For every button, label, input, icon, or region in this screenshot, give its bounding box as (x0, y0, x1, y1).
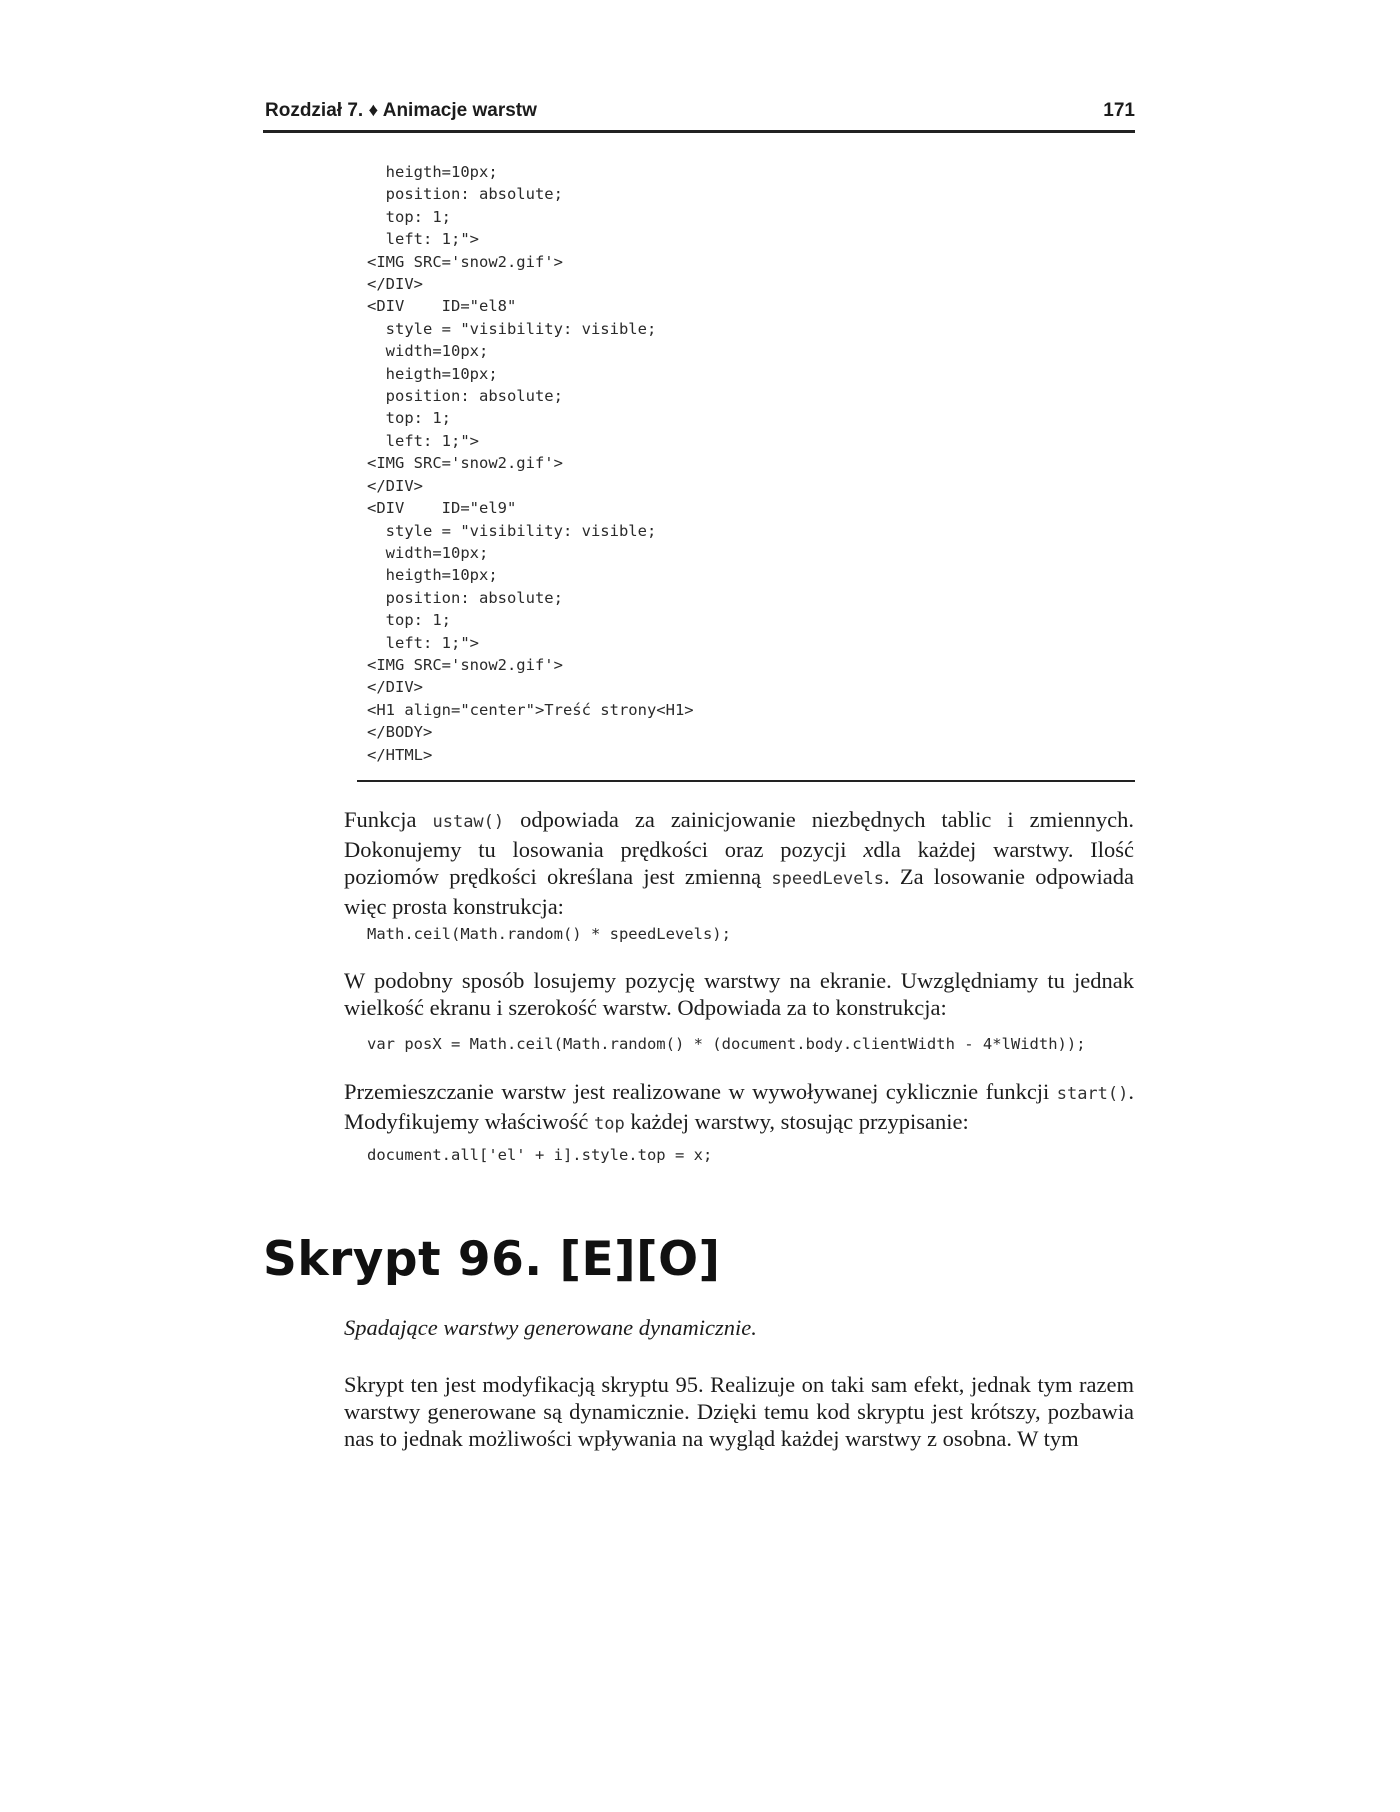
code-line: </DIV> (367, 275, 423, 294)
paragraph-position: W podobny sposób losujemy pozycję warstwy na ekranie. Uwzględniamy tu jednak wielkość ekranu i szerokość warstw. Odpowiada za to konstrukcja: (344, 968, 1134, 1020)
code-line: left: 1;"> (367, 230, 479, 249)
inline-code-start: start() (1056, 1084, 1129, 1104)
code-line: heigth=10px; (367, 364, 498, 383)
code-line: top: 1; (367, 611, 451, 630)
page-number: 171 (1103, 100, 1135, 121)
code-line: <H1 align="center">Treść strony<H1> (367, 700, 694, 719)
code-line: left: 1;"> (367, 431, 479, 450)
section-title: Skrypt 96. [E][O] (263, 1232, 721, 1287)
code-line: top: 1; (367, 207, 451, 226)
para3-text-2: . Modyfikujemy właściwość (344, 1079, 1134, 1134)
listing-divider (357, 780, 1135, 782)
para1-text-4: . Za losowanie odpowiada więc prosta konstrukcja: (344, 864, 1134, 919)
code-line: <DIV ID="el8" (367, 297, 517, 316)
para3-text-1: Przemieszczanie warstw jest realizowane w wywoływanej cyklicznie funkcji (344, 1079, 1057, 1104)
code-listing (367, 161, 694, 766)
code-line: style = "visibility: visible; (367, 319, 657, 338)
chapter-title: Rozdział 7. ♦ Animacje warstw (265, 100, 537, 121)
code-random-position: var posX = Math.ceil(Math.random() * (document.body.clientWidth - 4*lWidth)); (367, 1035, 1086, 1053)
paragraph-start (344, 1078, 1134, 1138)
code-line: <DIV ID="el9" (367, 499, 517, 518)
code-line: <IMG SRC='snow2.gif'> (367, 655, 563, 674)
code-line: width=10px; (367, 342, 489, 361)
code-line: width=10px; (367, 543, 489, 562)
code-line: left: 1;"> (367, 633, 479, 652)
code-line: <IMG SRC='snow2.gif'> (367, 252, 563, 271)
code-line: </DIV> (367, 476, 423, 495)
code-random-speed: Math.ceil(Math.random() * speedLevels); (367, 925, 731, 943)
inline-code-speedlevels: speedLevels (771, 869, 884, 889)
running-header (263, 96, 1135, 133)
code-line: top: 1; (367, 409, 451, 428)
section-body: Skrypt ten jest modyfikacją skryptu 95. Realizuje on taki sam efekt, jednak tym razem warstwy generowane są dynamicznie. Dzięki temu kod skryptu jest krótszy, pozbawia nas to jednak możliwości wpływania na wygląd każdej warstwy z osobna. W tym (344, 1372, 1134, 1451)
code-line: heigth=10px; (367, 163, 498, 181)
inline-code-ustaw: ustaw() (432, 812, 505, 832)
para3-text-3: każdej warstwy, stosując przypisanie: (624, 1109, 969, 1134)
code-line: </HTML> (367, 745, 433, 764)
para1-text-3: dla każdej warstwy. Ilość poziomów prędkości określana jest zmienną (344, 837, 1134, 889)
code-style-top: document.all['el' + i].style.top = x; (367, 1146, 713, 1164)
paragraph-ustaw (344, 806, 1134, 920)
code-line: </BODY> (367, 723, 433, 742)
code-line: position: absolute; (367, 588, 563, 607)
section-subtitle: Spadające warstwy generowane dynamicznie. (344, 1315, 757, 1340)
italic-x: x (863, 837, 874, 862)
code-line: position: absolute; (367, 185, 563, 204)
code-line: position: absolute; (367, 387, 563, 406)
code-line: heigth=10px; (367, 566, 498, 585)
code-line: style = "visibility: visible; (367, 521, 657, 540)
code-line: <IMG SRC='snow2.gif'> (367, 454, 563, 473)
inline-code-top: top (593, 1114, 625, 1134)
code-line: </DIV> (367, 678, 423, 697)
para1-text-2: odpowiada za zainicjowanie niezbędnych tablic i zmiennych. Dokonujemy tu losowania prędkości oraz pozycji (344, 807, 1134, 862)
para1-text-1: Funkcja (344, 807, 433, 832)
